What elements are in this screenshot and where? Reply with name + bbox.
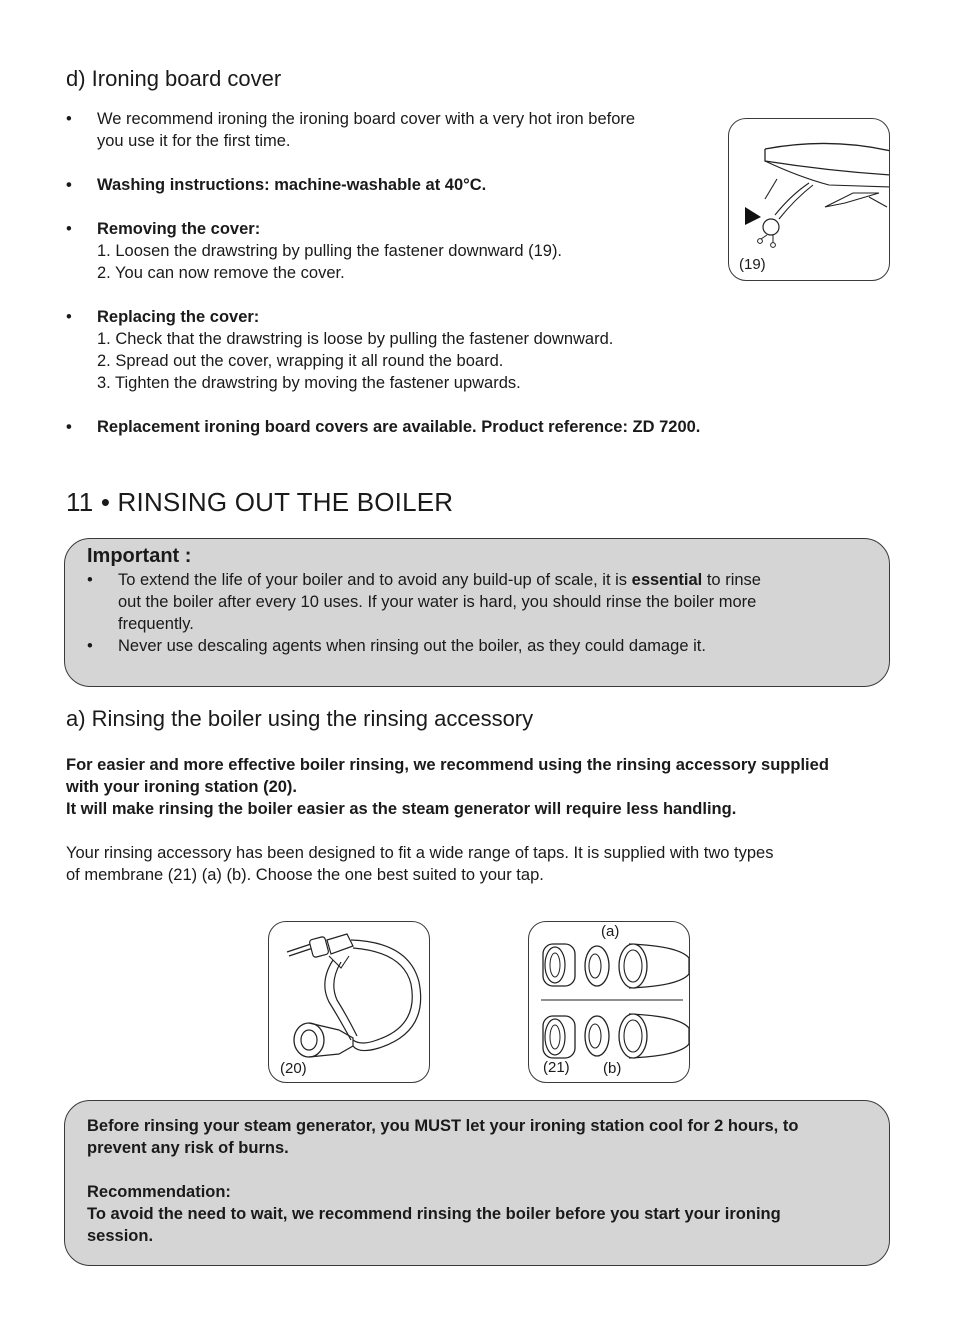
figure-19-caption: (19): [739, 256, 766, 273]
bullet-dot: •: [87, 571, 93, 589]
section-d-heading: d) Ironing board cover: [66, 66, 282, 91]
section-11-heading: 11 • RINSING OUT THE BOILER: [66, 487, 454, 517]
replacement-info: Replacement ironing board covers are available. Product reference: ZD 7200.: [97, 418, 701, 436]
removing-title: Removing the cover:: [97, 220, 261, 238]
section-a-bold-line1: For easier and more effective boiler rinsing, we recommend using the rinsing accessory supplied: [66, 756, 829, 774]
replacing-step-1: 1. Check that the drawstring is loose by pulling the fastener downward.: [97, 330, 614, 348]
figure-20-rinsing-accessory: [268, 921, 430, 1083]
important-b1-line2: out the boiler after every 10 uses. If your water is hard, you should rinse the boiler more: [118, 593, 757, 611]
removing-step-1: 1. Loosen the drawstring by pulling the fastener downward (19).: [97, 242, 563, 260]
section-a-heading: a) Rinsing the boiler using the rinsing accessory: [66, 706, 534, 731]
rinsing-hose-illustration: [269, 922, 430, 1083]
important-b1-bold: essential: [631, 571, 703, 589]
bullet-dot: •: [66, 220, 72, 238]
bullet-recommend: [66, 108, 726, 152]
label-a: (a): [601, 923, 620, 940]
section-a-bold-line2: with your ironing station (20).: [66, 778, 297, 796]
warning-text: [87, 1115, 877, 1247]
recommendation-title: Recommendation:: [87, 1183, 231, 1201]
replacing-title: Replacing the cover:: [97, 308, 260, 326]
section-a-para-line1: Your rinsing accessory has been designed to fit a wide range of taps. It is supplied with two types: [66, 844, 774, 862]
important-box: [64, 538, 890, 687]
label-b: (b): [603, 1060, 622, 1077]
washing-instructions: Washing instructions: machine-washable at 40°C.: [97, 176, 487, 194]
replacing-step-2: 2. Spread out the cover, wrapping it all round the board.: [97, 352, 504, 370]
recommendation-line1: To avoid the need to wait, we recommend rinsing the boiler before you start your ironing: [87, 1205, 781, 1223]
important-b2-text: Never use descaling agents when rinsing out the boiler, as they could damage it.: [118, 637, 706, 655]
bullet-washing: [66, 174, 726, 196]
section-a-para-line2: of membrane (21) (a) (b). Choose the one best suited to your tap.: [66, 866, 544, 884]
bullet-dot: •: [87, 637, 93, 655]
figure-21-caption: (21): [543, 1059, 570, 1076]
important-title: Important :: [87, 545, 192, 567]
important-b1-pre: To extend the life of your boiler and to avoid any build-up of scale, it is: [118, 571, 632, 589]
bullet-replacement: [66, 416, 786, 438]
important-bullet-1: [87, 569, 877, 635]
bullet-replacing: [66, 306, 726, 394]
recommend-line1: We recommend ironing the ironing board cover with a very hot iron before: [97, 110, 636, 128]
bullet-dot: •: [66, 308, 72, 326]
section-a-bold-line3: It will make rinsing the boiler easier as the steam generator will require less handling.: [66, 800, 737, 818]
warning-box: [64, 1100, 890, 1266]
figure-21-membranes: [528, 921, 690, 1083]
recommendation-line2: session.: [87, 1227, 154, 1245]
recommend-line2: you use it for the first time.: [97, 132, 291, 150]
replacing-step-3: 3. Tighten the drawstring by moving the fastener upwards.: [97, 374, 521, 392]
removing-step-2: 2. You can now remove the cover.: [97, 264, 345, 282]
figure-20-caption: (20): [280, 1060, 307, 1077]
important-b1-post: to rinse: [702, 571, 761, 589]
warning-line1: Before rinsing your steam generator, you MUST let your ironing station cool for 2 hours, to: [87, 1117, 799, 1135]
figure-19-drawstring: [728, 118, 890, 281]
bullet-dot: •: [66, 110, 72, 128]
section-a-bold-text: [66, 754, 896, 820]
bullet-removing: [66, 218, 726, 284]
section-a-paragraph: [66, 842, 896, 886]
important-bullet-2: [87, 635, 877, 657]
warning-line2: prevent any risk of burns.: [87, 1139, 289, 1157]
bullet-dot: •: [66, 176, 72, 194]
important-b1-line3: frequently.: [118, 615, 194, 633]
bullet-dot: •: [66, 418, 72, 436]
